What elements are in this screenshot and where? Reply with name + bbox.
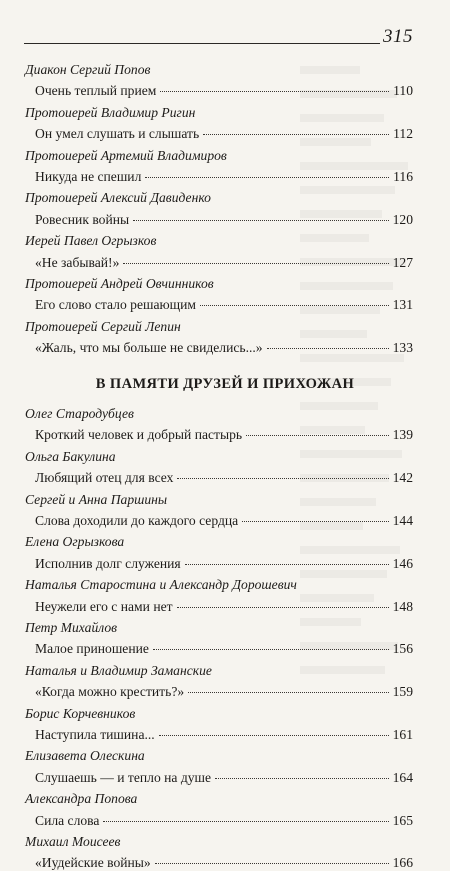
dot-leader (155, 863, 389, 864)
dot-leader (177, 478, 388, 479)
toc-entry-page: 148 (392, 598, 413, 614)
toc-author: Елизавета Олескина (25, 748, 145, 764)
toc-entry-page: 120 (392, 211, 413, 227)
toc-entry-title: Наступила тишина... (35, 727, 155, 742)
toc-entry[interactable] (35, 470, 413, 486)
dot-leader (133, 220, 388, 221)
toc-entry[interactable] (35, 599, 413, 615)
page-number: 315 (383, 26, 413, 47)
toc-entry-title: «Иудейские войны» (35, 855, 151, 871)
toc-entry-page: 164 (392, 769, 413, 785)
toc-entry[interactable] (35, 855, 413, 871)
dot-leader (153, 649, 389, 650)
toc-entry-page: 142 (392, 470, 413, 486)
toc-entry[interactable] (35, 255, 413, 271)
toc-entry-page: 112 (393, 126, 413, 142)
toc-entry-title: Ровесник войны (35, 211, 130, 227)
dot-leader (177, 607, 389, 608)
dot-leader (188, 692, 388, 693)
dot-leader (267, 348, 389, 349)
dot-leader (185, 564, 389, 565)
dot-leader (160, 91, 389, 92)
toc-entry-title: Его слово стало решающим (35, 297, 196, 313)
dot-leader (145, 177, 389, 178)
dot-leader (215, 778, 389, 779)
toc-author: Борис Корчевников (25, 705, 136, 721)
toc-entry-title: Кроткий человек и добрый пастырь (35, 427, 243, 443)
toc-author: Иерей Павел Огрызков (25, 233, 157, 249)
toc-entry-page: 133 (392, 340, 413, 356)
bleed-mark (300, 450, 402, 458)
toc-author: Протоиерей Владимир Ригин (25, 104, 196, 120)
dot-leader (246, 435, 388, 436)
toc-entry-title: Исполнив долг служения (35, 555, 181, 571)
toc-entry-page: 144 (392, 513, 413, 528)
bleed-mark (300, 234, 369, 242)
toc-entry-title: «Не забывай!» (35, 254, 120, 270)
toc-entry-title: Малое приношение (35, 641, 149, 657)
toc-author: Диакон Сергий Попов (25, 62, 151, 77)
toc-entry[interactable] (35, 340, 413, 356)
toc-entry-title: Никуда не спешил (35, 169, 142, 184)
toc-author: Александра Попова (25, 791, 138, 807)
bleed-mark (300, 66, 360, 74)
dot-leader (200, 305, 389, 306)
toc-entry-page: 139 (392, 427, 413, 443)
dot-leader (242, 521, 388, 522)
dot-leader (103, 821, 388, 822)
toc-entry[interactable] (35, 641, 413, 657)
toc-entry[interactable] (35, 684, 413, 700)
section-heading: В ПАМЯТИ ДРУЗЕЙ И ПРИХОЖАН (95, 375, 355, 392)
dot-leader (123, 263, 388, 264)
toc-entry-page: 159 (392, 684, 413, 700)
toc-entry-title: Он умел слушать и слышать (35, 126, 200, 142)
bleed-mark (300, 546, 400, 554)
toc-entry-title: «Жаль, что мы больше не свиделись...» (35, 340, 263, 356)
bleed-mark (300, 114, 384, 122)
toc-author: Протоиерей Алексий Давиденко (25, 190, 211, 206)
toc-author: Наталья и Владимир Заманские (25, 662, 212, 678)
toc-entry[interactable] (35, 212, 413, 228)
toc-author: Сергей и Анна Паршины (25, 491, 168, 507)
toc-entry-title: Сила слова (35, 812, 100, 828)
dot-leader (159, 735, 389, 736)
toc-entry[interactable] (35, 727, 413, 743)
toc-entry-page: 146 (392, 555, 413, 571)
toc-author: Протоиерей Андрей Овчинников (25, 276, 214, 291)
toc-author: Елена Огрызкова (25, 534, 125, 550)
toc-entry-title: Слушаешь — и тепло на душе (35, 769, 212, 785)
bleed-mark (300, 666, 385, 674)
toc-entry-page: 110 (393, 83, 413, 99)
toc-entry[interactable] (35, 169, 413, 185)
toc-entry-page: 166 (392, 855, 413, 871)
toc-entry[interactable] (35, 83, 413, 99)
toc-entry[interactable] (35, 556, 413, 572)
toc-entry-title: Неужели его с нами нет (35, 598, 173, 614)
toc-entry-page: 131 (392, 297, 413, 313)
toc-entry-title: Очень теплый прием (35, 83, 157, 99)
toc-entry[interactable] (35, 427, 413, 443)
bleed-mark (300, 282, 393, 290)
bleed-mark (300, 618, 361, 626)
toc-author: Михаил Моисеев (25, 834, 121, 849)
toc-entry[interactable] (35, 126, 413, 142)
header-rule (24, 43, 380, 44)
toc-entry[interactable] (35, 513, 413, 529)
bleed-mark (300, 402, 378, 410)
toc-entry-page: 156 (392, 641, 413, 657)
toc-entry-page: 116 (393, 169, 413, 184)
toc-author: Протоиерей Артемий Владимиров (25, 147, 227, 163)
toc-author: Олег Стародубцев (25, 406, 134, 421)
toc-entry-title: «Когда можно крестить?» (35, 684, 185, 700)
toc-entry-title: Любящий отец для всех (35, 470, 174, 486)
toc-entry[interactable] (35, 297, 413, 313)
toc-author: Протоиерей Сергий Лепин (25, 318, 181, 334)
toc-entry-page: 161 (392, 727, 413, 742)
bleed-mark (300, 330, 367, 338)
bleed-mark (300, 498, 376, 506)
toc-author: Ольга Бакулина (25, 448, 116, 464)
toc-author: Петр Михайлов (25, 620, 118, 635)
toc-entry[interactable] (35, 813, 413, 829)
toc-entry-page: 165 (392, 812, 413, 828)
dot-leader (203, 134, 389, 135)
bleed-mark (300, 186, 395, 194)
toc-entry-page: 127 (392, 254, 413, 270)
toc-entry[interactable] (35, 770, 413, 786)
toc-author: Наталья Старостина и Александр Дорошевич (25, 577, 297, 593)
toc-entry-title: Слова доходили до каждого сердца (35, 513, 239, 528)
